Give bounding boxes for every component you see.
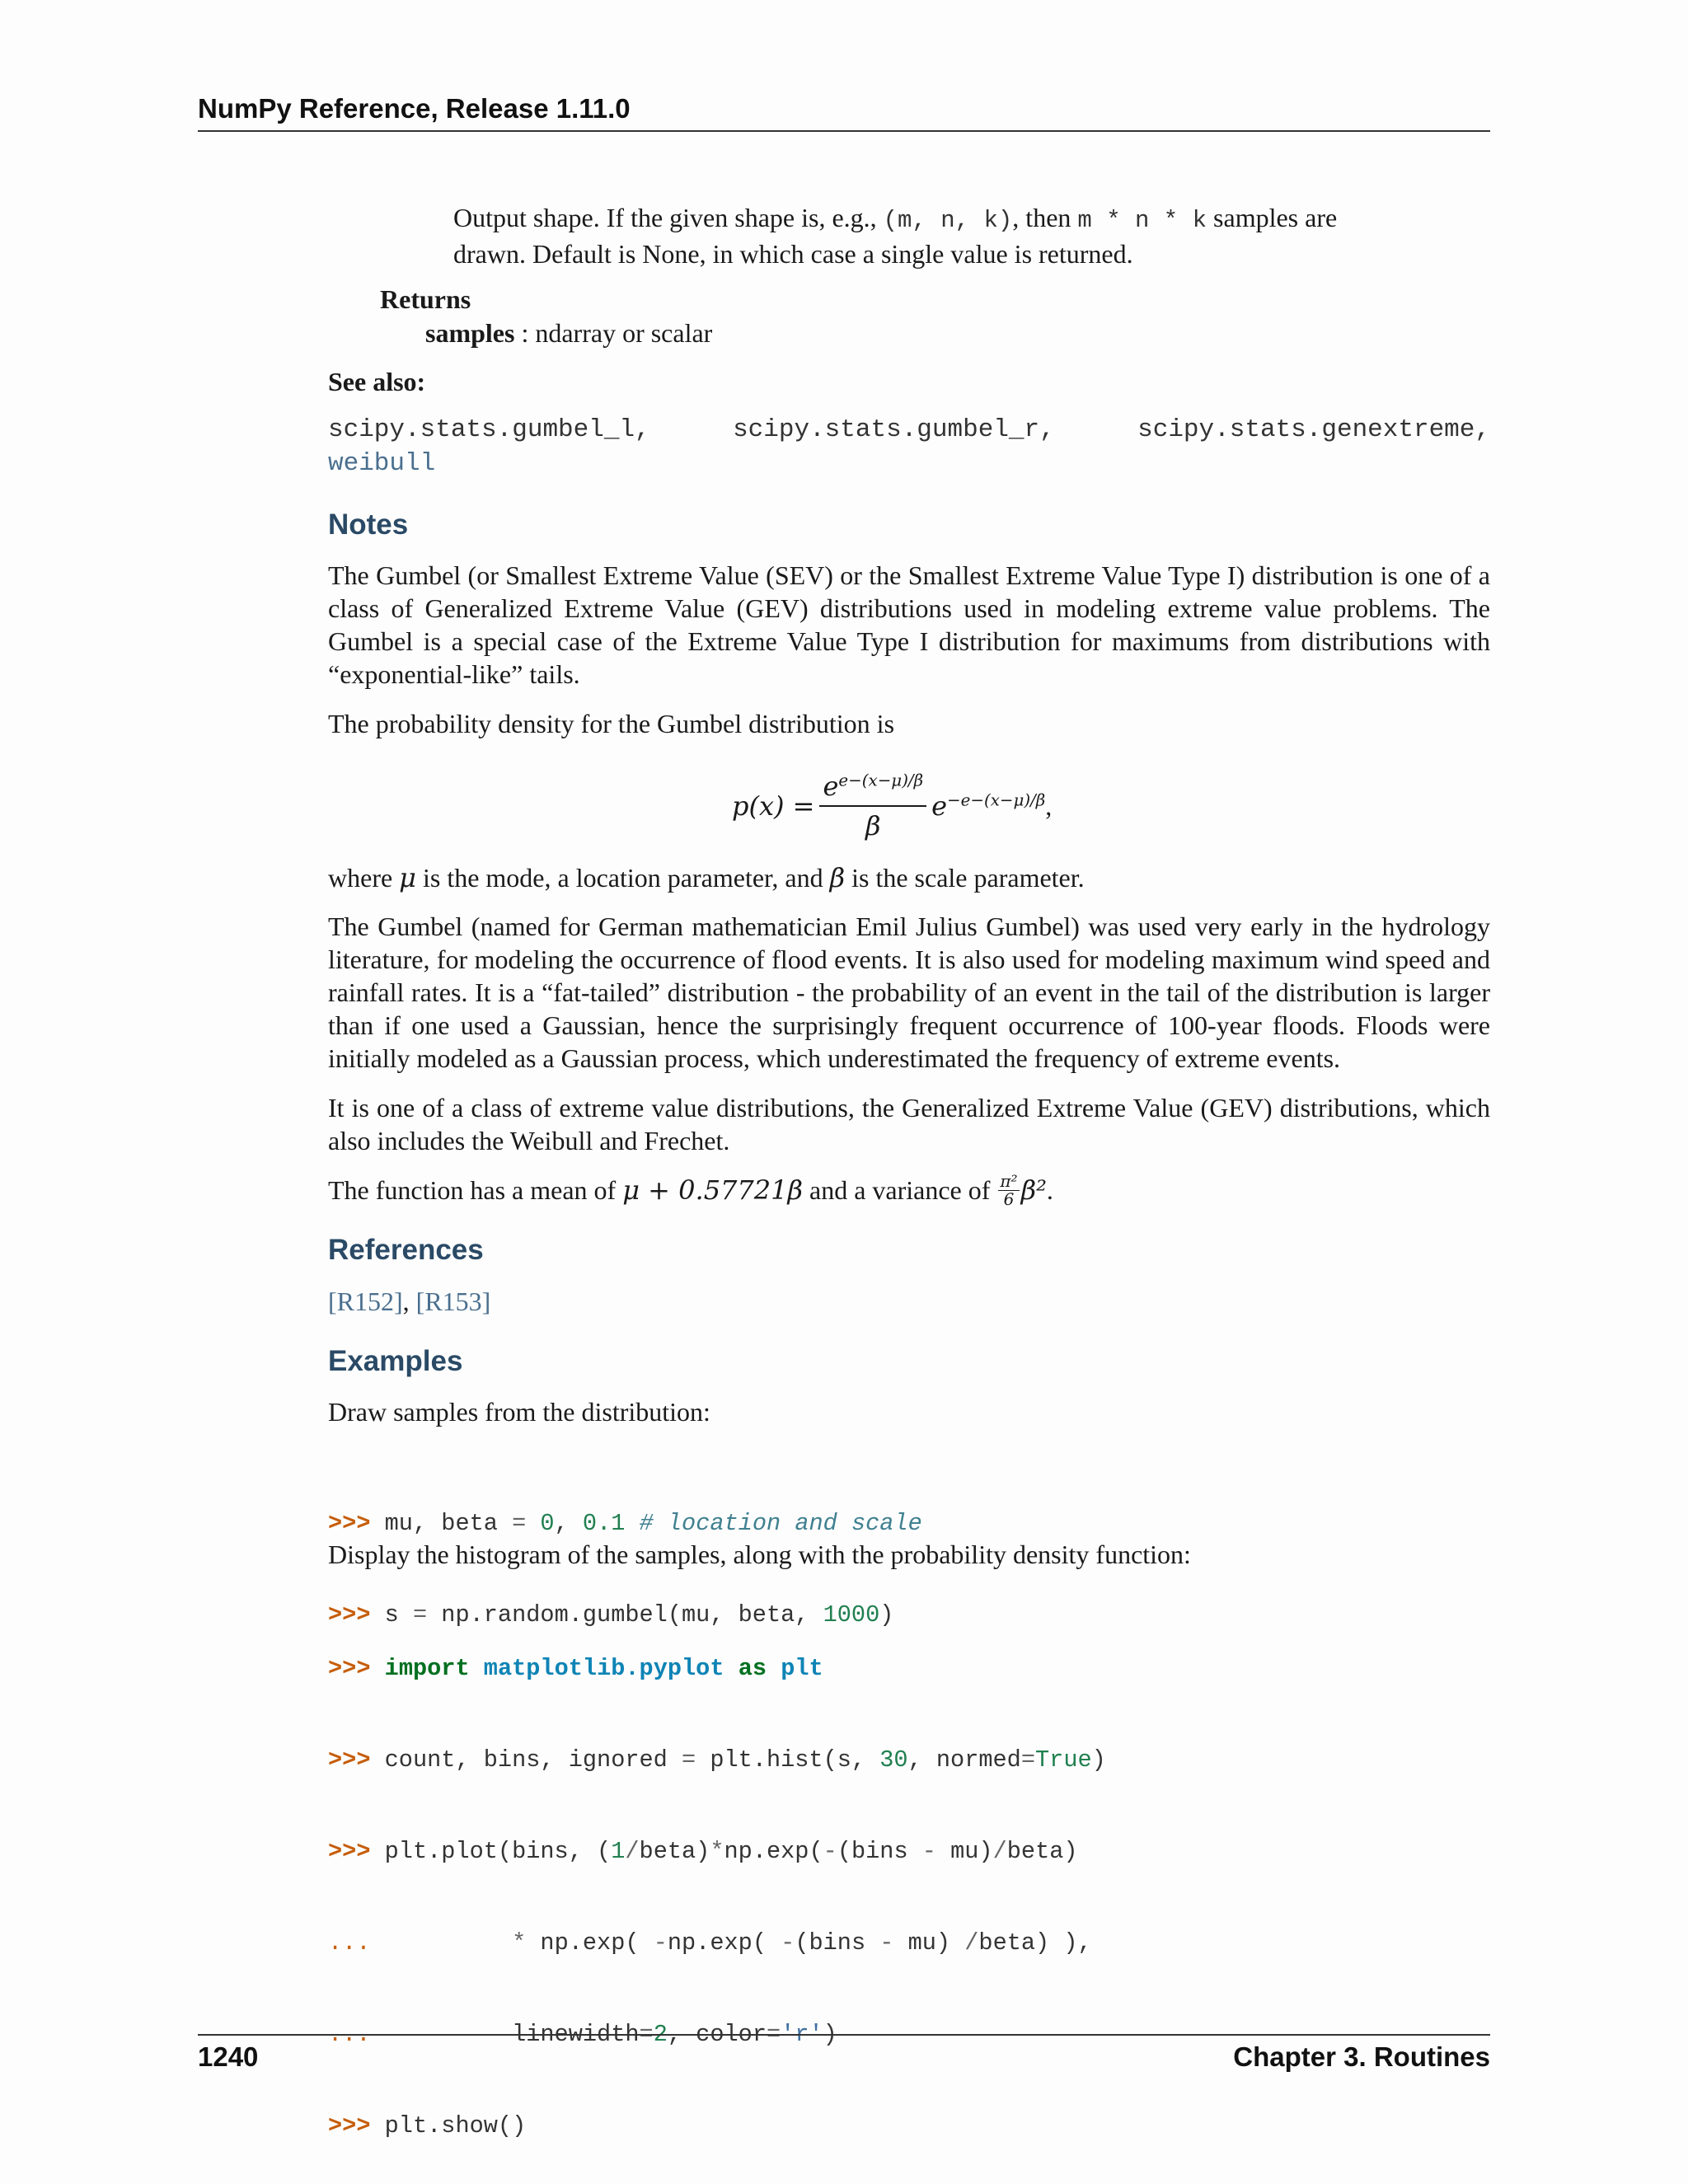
notes-paragraph-3: The Gumbel (named for German mathematician Emil Julius Gumbel) was used very early in the hydrology literature, for modeling the occurrence of flood events. It is also used for modeling maximum wind speed and rainfall rates. It is a “fat-tailed” distribution - the probability of an event in the tail of the distribution is larger than if one used a Gaussian, hence the surprisingly frequent occurrence of 100-year floods. Floods were initially modeled as a Gaussian process, which underestimated the frequency of extreme events. [328,912,1490,1073]
reference-links: [R152], [R153] [328,1286,491,1316]
code-line: ... linewidth=2, color='r') [328,2021,837,2048]
examples-intro-1: Draw samples from the distribution: [328,1397,710,1427]
code-line: ... * np.exp( -np.exp( -(bins - mu) /beta) ), [328,1929,1092,1957]
see-also-link-gumbel-r[interactable]: scipy.stats.gumbel_r, [733,415,1055,444]
see-also-link-gumbel-l[interactable]: scipy.stats.gumbel_l, [328,415,650,444]
eq-comma: , [1045,790,1053,821]
mean-variance-sentence: The function has a mean of μ + 0.57721β and a variance of $\frac{\text{π²}}{6}$ β². [328,1170,1053,1209]
eq-fraction [819,771,926,841]
code-block-2 [328,1592,1106,2172]
code-line: >>> import matplotlib.pyplot as plt [328,1655,823,1682]
returns-label: Returns [380,284,471,314]
code-line: >>> mu, beta = 0, 0.1 # location and scale [328,1510,922,1537]
where-sentence: where μ is the mode, a location parameter, and β is the scale parameter. [328,862,1085,893]
see-also-label: See also: [328,367,426,396]
size-description [453,201,1490,270]
samples-code: m * n * k [1077,207,1207,234]
code-line: >>> plt.show() [328,2112,527,2139]
returns-name: samples [425,318,515,348]
reference-link-r152[interactable]: [R152] [328,1286,403,1316]
eq-denominator: β [865,810,881,841]
footer-rule [198,2034,1490,2036]
notes-heading: Notes [328,509,409,541]
returns-entry: samples : ndarray or scalar [425,318,713,348]
size-description-line-2: drawn. Default is None, in which case a single value is returned. [453,239,1133,269]
pdf-equation [732,765,1052,847]
shape-code: (m, n, k) [883,207,1013,234]
eq-exponential: $e^{-e-(x-\mu)/\beta}$ [931,790,1046,822]
running-header: NumPy Reference, Release 1.11.0 [198,93,631,124]
examples-intro-2: Display the histogram of the samples, along with the probability density function: [328,1540,1191,1569]
references-heading: References [328,1234,484,1266]
variance-fraction: $\frac{\text{π²}}{6}$ [1000,1170,1018,1209]
size-description-line-1: Output shape. If the given shape is, e.g., (m, n, k), then m * n * k samples are [453,203,1338,234]
chapter-title: Chapter 3. Routines [1233,2041,1490,2072]
reference-link-r153[interactable]: [R153] [415,1286,491,1316]
code-line: >>> plt.plot(bins, (1/beta)*np.exp(-(bins - mu)/beta) [328,1838,1078,1865]
notes-paragraph-1: The Gumbel (or Smallest Extreme Value (SEV) or the Smallest Extreme Value Type I) distribution is one of a class of Generalized Extreme Value (GEV) distributions used in modeling extreme value problems. The Gumbel is a special case of the Extreme Value Type I distribution for maximums from distributions with “exponential-like” tails. [328,560,1490,689]
examples-heading: Examples [328,1345,463,1377]
see-also-link-genextreme[interactable]: scipy.stats.genextreme, [1137,415,1490,444]
header-rule [198,130,1490,132]
code-line: >>> s = np.random.gumbel(mu, beta, 1000) [328,1601,894,1629]
code-line: >>> count, bins, ignored = plt.hist(s, 30, normed=True) [328,1746,1106,1774]
see-also-link-weibull[interactable]: weibull [328,449,436,478]
see-also-links [328,415,1490,444]
eq-lhs: p(x) = [732,790,815,822]
notes-paragraph-4: It is one of a class of extreme value distributions, the Generalized Extreme Value (GEV) distributions, which also includes the Weibull and Frechet. [328,1093,1490,1155]
eq-numerator: $e^{e-(x-\mu)/\beta}$ [819,771,926,807]
page-number: 1240 [198,2041,259,2072]
returns-type: ndarray or scalar [535,318,713,348]
notes-paragraph-2: The probability density for the Gumbel distribution is [328,709,895,738]
